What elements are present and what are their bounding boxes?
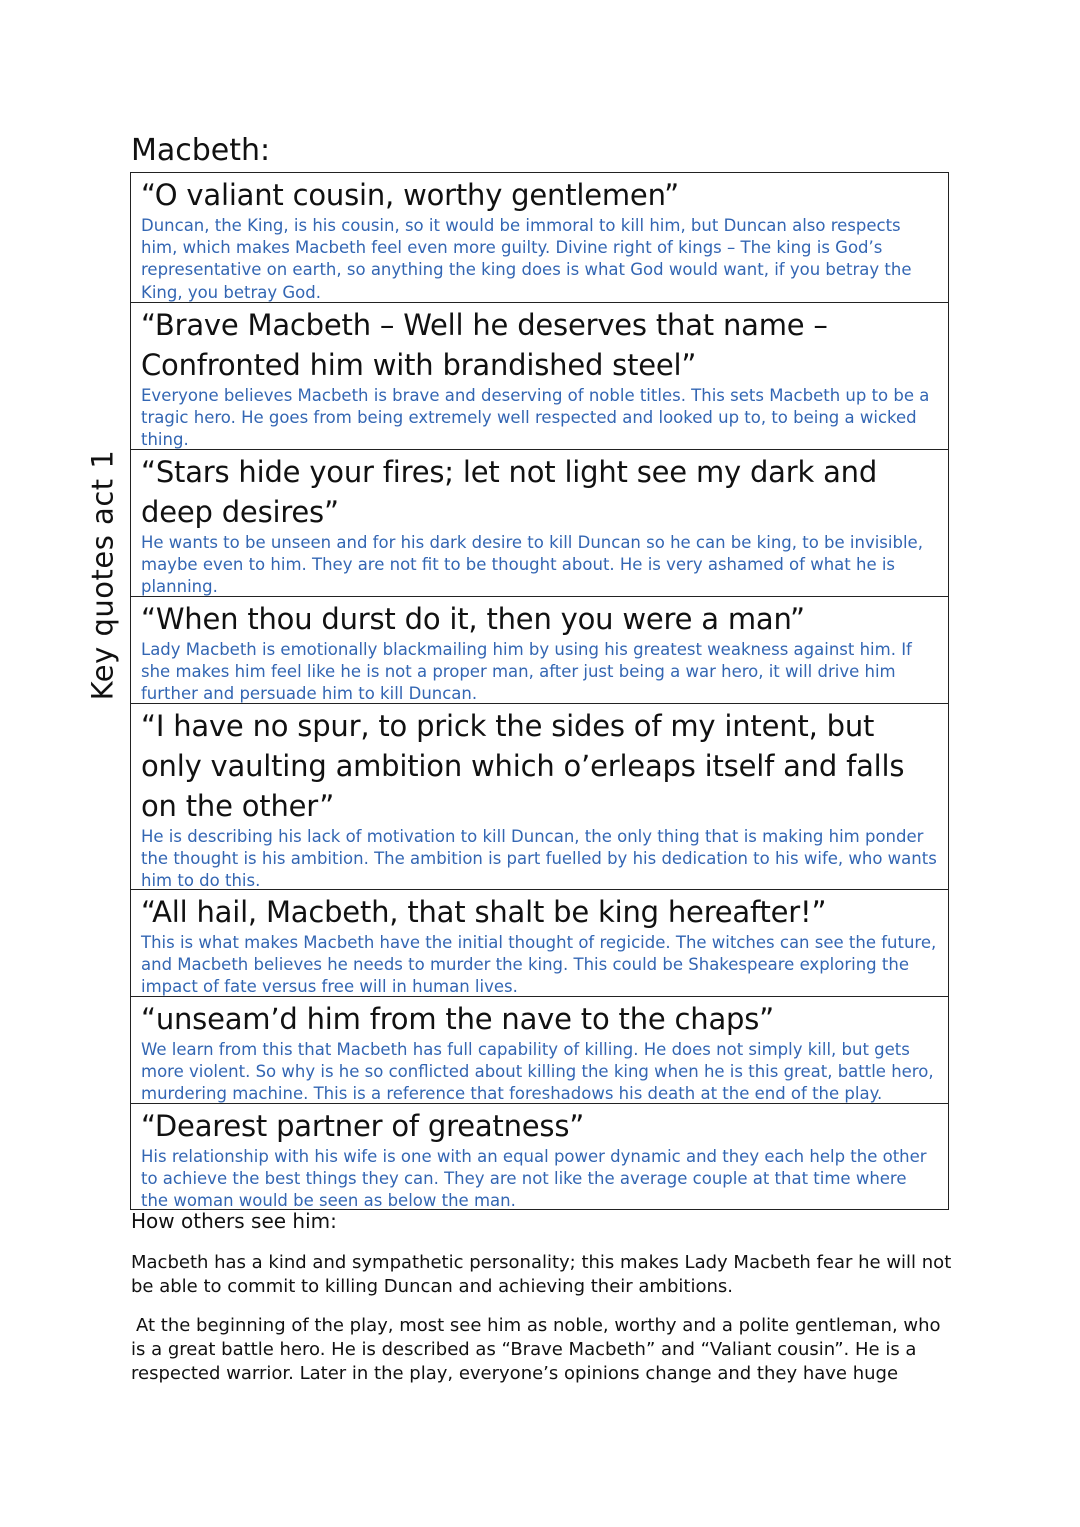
quote-row — [131, 302, 948, 449]
quote-row — [131, 596, 948, 703]
quote-explanation: This is what makes Macbeth have the initial thought of regicide. The witches can see the future, and Macbeth believes he needs to murder the king. This could be Shakespeare exploring the impact of fate versus free will in human lives. — [141, 933, 937, 996]
quote-explanation: His relationship with his wife is one with an equal power dynamic and they each help the other to achieve the best things they can. They are not like the average couple at that time where the woman would be seen as below the man. — [141, 1147, 927, 1209]
quote-text: “unseam’d him from the nave to the chaps” — [141, 1002, 774, 1036]
others-heading: How others see him: — [131, 1209, 337, 1233]
quote-table — [130, 172, 949, 1210]
quote-text: “When thou durst do it, then you were a man” — [141, 602, 805, 636]
quote-row — [131, 1103, 948, 1209]
quote-text: “O valiant cousin, worthy gentlemen” — [141, 178, 679, 212]
quote-row — [131, 449, 948, 596]
quote-text: “Stars hide your fires; let not light see my dark and deep desires” — [141, 455, 878, 529]
quote-row — [131, 703, 948, 889]
quote-explanation: Lady Macbeth is emotionally blackmailing him by using his greatest weakness against him. If she makes him feel like he is not a proper man, after just being a war hero, it will drive him further and persuade him to kill Duncan. — [141, 640, 912, 703]
quote-text: “Brave Macbeth – Well he deserves that name – Confronted him with brandished steel” — [141, 308, 828, 382]
quote-row — [131, 996, 948, 1103]
quote-explanation: He is describing his lack of motivation to kill Duncan, the only thing that is making him ponder the thought is his ambition. The ambition is part fuelled by his dedication to his wife, who wants him to do this. — [141, 827, 937, 889]
paragraph-perception: At the beginning of the play, most see him as noble, worthy and a polite gentleman, who is a great battle hero. He is described as “Brave Macbeth” and “Valiant cousin”. He is a respected warrior. Later in the play, everyone’s opinions change and they have huge — [131, 1315, 941, 1384]
quote-explanation: We learn from this that Macbeth has full capability of killing. He does not simply kill, but gets more violent. So why is he so conflicted about killing the king when he is this great, battle hero, murdering machine. This is a reference that foreshadows his death at the end of the play. — [141, 1040, 934, 1103]
page-title: Macbeth: — [131, 133, 271, 168]
quote-explanation: He wants to be unseen and for his dark desire to kill Duncan so he can be king, to be invisible, maybe even to him. They are not fit to be thought about. He is very ashamed of what he is planning. — [141, 533, 923, 596]
quote-row — [131, 889, 948, 996]
quote-row — [131, 173, 948, 302]
quote-text: “I have no spur, to prick the sides of my intent, but only vaulting ambition which o’erleaps itself and falls on the other” — [141, 709, 905, 823]
quote-explanation: Everyone believes Macbeth is brave and deserving of noble titles. This sets Macbeth up to be a tragic hero. He goes from being extremely well respected and looked up to, to being a wicked thing. — [141, 386, 930, 449]
quote-explanation: Duncan, the King, is his cousin, so it would be immoral to kill him, but Duncan also respects him, which makes Macbeth feel even more guilty. Divine right of kings – The king is God’s representative on earth, so anything the king does is what God would want, if you betray the King, you betray God. — [141, 216, 912, 302]
side-label-text: Key quotes act 1 — [85, 449, 119, 701]
quote-text: “Dearest partner of greatness” — [141, 1109, 585, 1143]
quote-text: “All hail, Macbeth, that shalt be king hereafter!” — [141, 895, 827, 929]
paragraph-personality: Macbeth has a kind and sympathetic personality; this makes Lady Macbeth fear he will not be able to commit to killing Duncan and achieving their ambitions. — [131, 1252, 952, 1297]
